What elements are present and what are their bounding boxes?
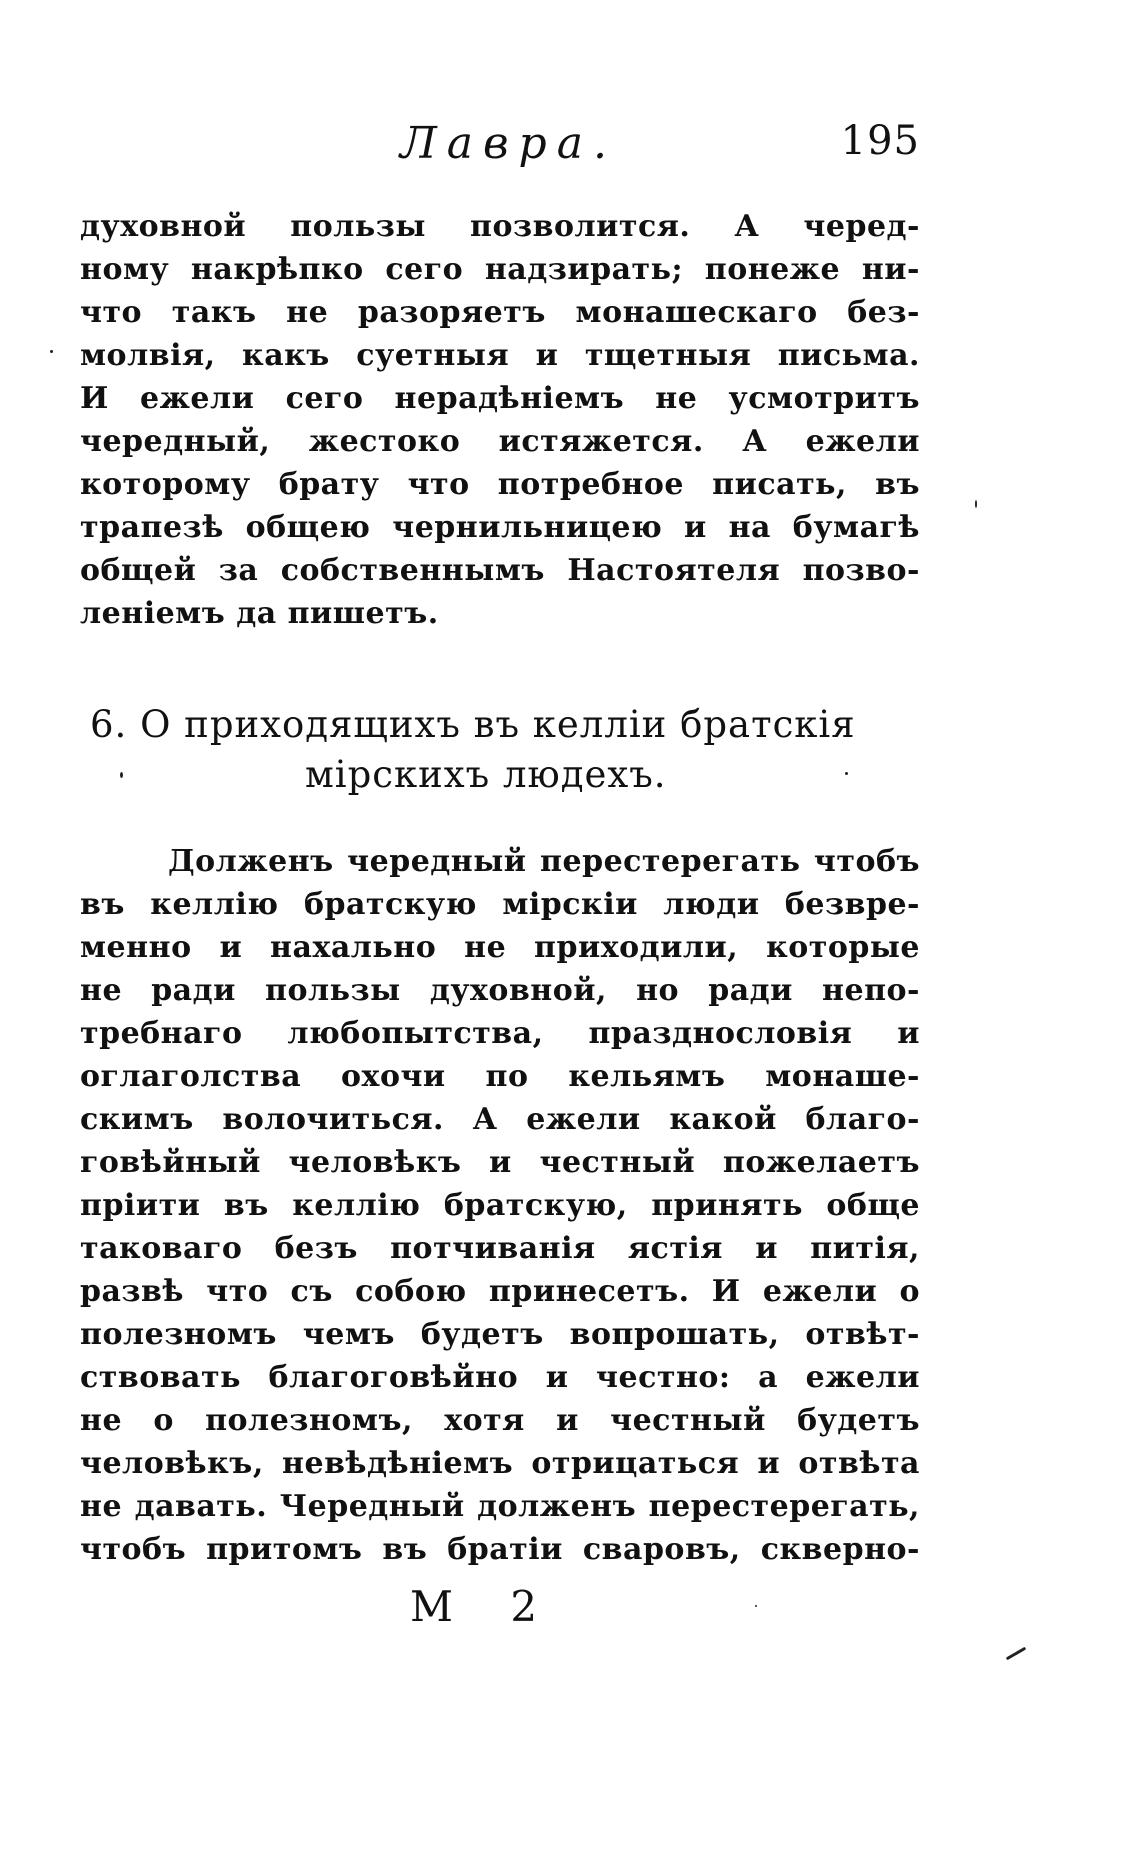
running-title: Лавра. xyxy=(400,118,617,169)
paragraph-2 xyxy=(80,840,920,1571)
section-heading xyxy=(80,700,920,800)
text-line: не о полезномъ, хотя и честный будетъ xyxy=(80,1403,920,1438)
scan-speck xyxy=(120,772,123,778)
scan-speck xyxy=(50,350,53,353)
text-line: ному накрѣпко сего надзирать; понеже ни- xyxy=(80,252,920,287)
text-line: человѣкъ, невѣдѣніемъ отрицаться и отвѣта xyxy=(80,1446,920,1481)
text-line: оглаголства охочи по кельямъ монаше- xyxy=(80,1059,920,1094)
text-line: не ради пользы духовной, но ради непо- xyxy=(80,973,920,1008)
text-line: въ келлію братскую мірскіи люди безвре- xyxy=(80,887,920,922)
signature-mark: М 2 xyxy=(410,1582,560,1631)
heading-line: 6. О приходящихъ въ келліи братскія xyxy=(90,703,856,746)
text-line: общей за собственнымъ Настоятеля позво- xyxy=(80,553,920,588)
text-line: которому брату что потребное писать, въ xyxy=(80,467,920,502)
text-line: таковаго безъ потчиванія ястія и питія, xyxy=(80,1231,920,1266)
text-line: леніемъ да пишетъ. xyxy=(80,596,439,631)
text-line: развѣ что съ собою принесетъ. И ежели о xyxy=(80,1274,920,1309)
text-line: требнаго любопытства, празднословія и xyxy=(80,1016,920,1051)
scan-speck xyxy=(755,1605,757,1607)
text-line: чтобъ притомъ въ братіи сваровъ, скверно- xyxy=(80,1532,920,1567)
text-line: Долженъ чередный перестерегать чтобъ xyxy=(168,844,920,879)
page-header xyxy=(80,118,920,178)
page-number: 195 xyxy=(840,118,920,164)
text-line: не давать. Чередный долженъ перестерегать, xyxy=(80,1489,920,1524)
text-line: скимъ волочиться. А ежели какой благо- xyxy=(80,1102,920,1137)
text-line: молвія, какъ суетныя и тщетныя письма. xyxy=(80,338,920,373)
text-line: пріити въ келлію братскую, принять обще xyxy=(80,1188,920,1223)
scan-speck xyxy=(1006,1647,1027,1661)
paragraph-1 xyxy=(80,205,920,635)
heading-line: мірскихъ людехъ. xyxy=(305,753,667,796)
text-line: чередный, жестоко истяжется. А ежели xyxy=(80,424,920,459)
text-line: ствовать благоговѣйно и честно: а ежели xyxy=(80,1360,920,1395)
text-line: говѣйный человѣкъ и честный пожелаетъ xyxy=(80,1145,920,1180)
text-line: полезномъ чемъ будетъ вопрошать, отвѣт- xyxy=(80,1317,920,1352)
scan-speck xyxy=(845,772,848,775)
scan-speck xyxy=(975,500,977,508)
text-line: трапезѣ общею чернильницею и на бумагѣ xyxy=(80,510,920,545)
text-line: духовной пользы позволится. А черед- xyxy=(80,209,920,244)
text-line: менно и нахально не приходили, которые xyxy=(80,930,920,965)
text-line: И ежели сего нерадѣніемъ не усмотритъ xyxy=(80,381,920,416)
text-line: что такъ не разоряетъ монашескаго без- xyxy=(80,295,920,330)
